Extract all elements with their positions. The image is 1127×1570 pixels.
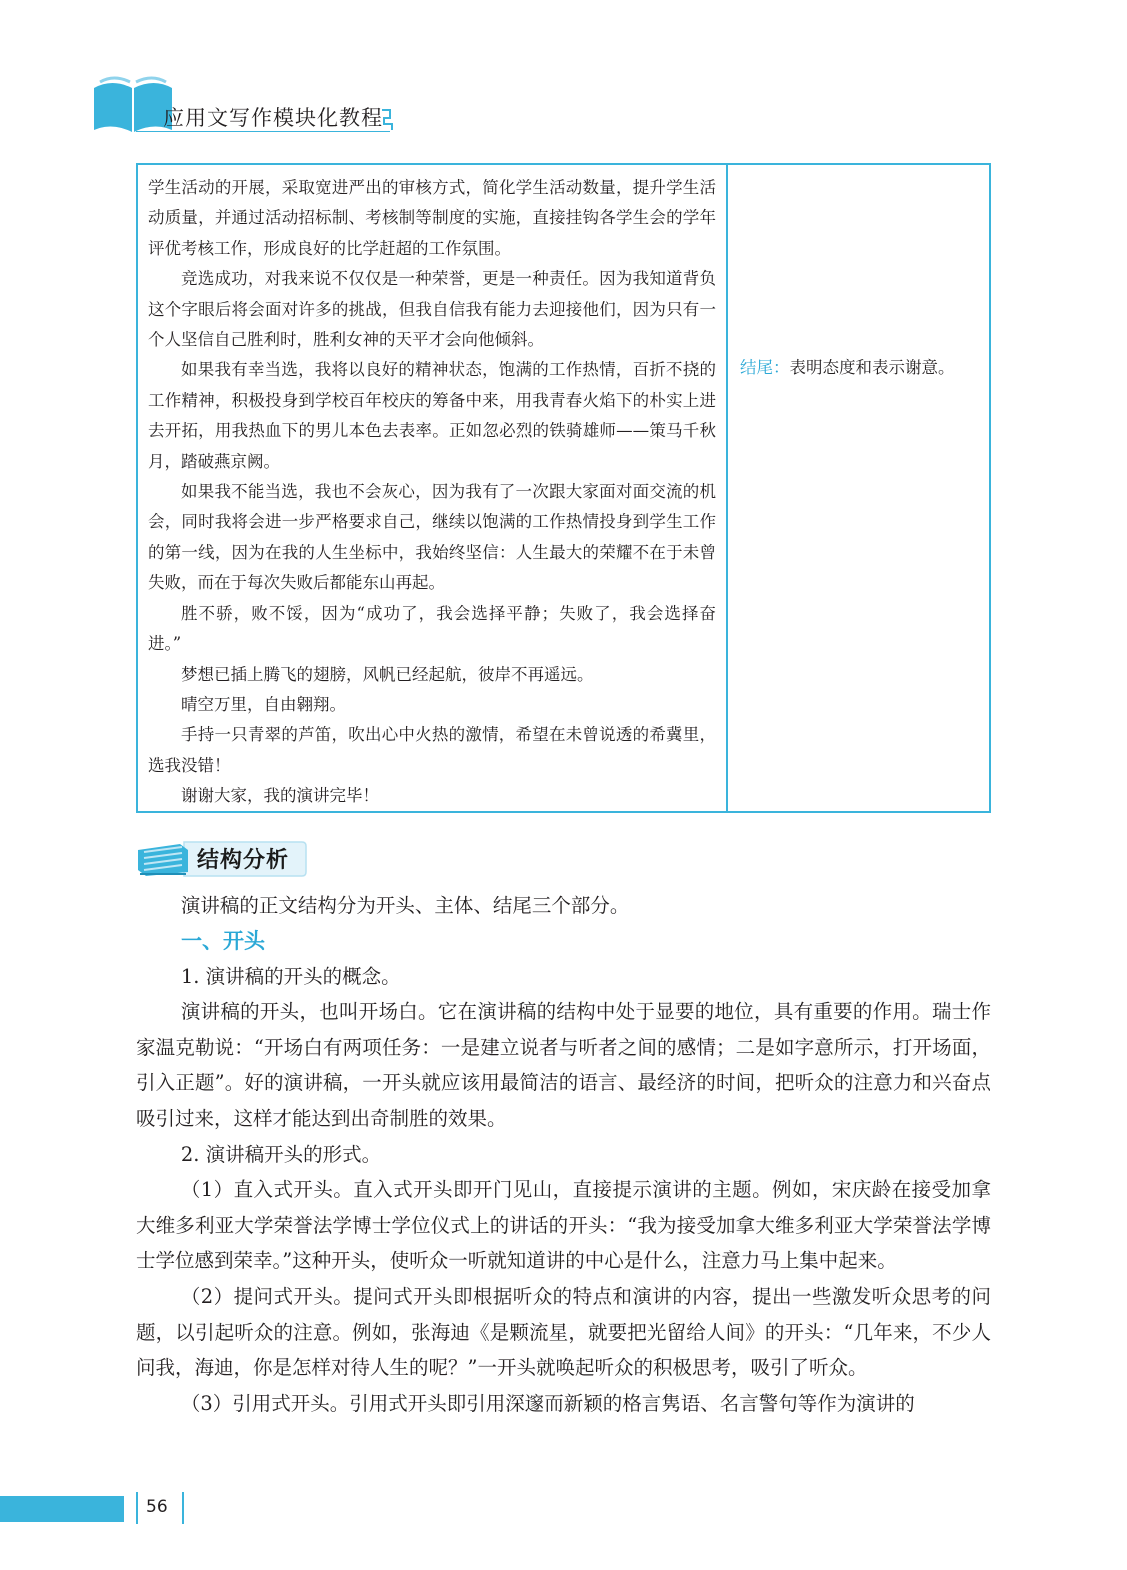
annotation-cell — [740, 353, 986, 383]
body-paragraph: （2）提问式开头。提问式开头即根据听众的特点和演讲的内容，提出一些激发听众思考的问题，以引起听众的注意。例如，张海迪《是颗流星，就要把光留给人间》的开头：“几年来，不少人问我，海迪，你是怎样对待人生的呢？”一开头就唤起听众的积极思考，吸引了听众。 — [136, 1284, 991, 1380]
open-book-icon — [92, 74, 174, 134]
annotation-text: 表明态度和表示谢意。 — [789, 358, 955, 377]
table-divider — [726, 165, 728, 811]
body-paragraph: 1. 演讲稿的开头的概念。 — [180, 964, 401, 988]
page-number: 56 — [146, 1497, 168, 1517]
book-title: 应用文写作模块化教程 — [163, 106, 383, 130]
body-paragraph: （1）直入式开头。直入式开头即开门见山，直接提示演讲的主题。例如，宋庆龄在接受加拿大维多利亚大学荣誉法学博士学位仪式上的讲话的开头：“我为接受加拿大维多利亚大学荣誉法学博士学位感到荣幸。”这种开头，使听众一听就知道讲的中心是什么，注意力马上集中起来。 — [136, 1178, 991, 1273]
page-header — [0, 60, 1127, 140]
speech-paragraph: 梦想已插上腾飞的翅膀，风帆已经起航，彼岸不再遥远。 — [181, 664, 594, 684]
section-intro: 演讲稿的正文结构分为开头、主体、结尾三个部分。 — [180, 894, 630, 917]
section-title: 结构分析 — [197, 848, 290, 873]
footer-separator — [136, 1492, 138, 1524]
footer-separator — [182, 1492, 184, 1524]
body-paragraph: （3）引用式开头。引用式开头即引用深邃而新颖的格言隽语、名言警句等作为演讲的 — [180, 1391, 915, 1415]
subsection-heading: 一、开头 — [181, 928, 265, 953]
body-paragraph: 演讲稿的开头，也叫开场白。它在演讲稿的结构中处于显要的地位，具有重要的作用。瑞士作家温克勒说：“开场白有两项任务：一是建立说者与听者之间的感情；二是如字意所示，打开场面，引入正题”。好的演讲稿，一开头就应该用最简洁的语言、最经济的时间，把听众的注意力和兴奋点吸引过来，这样才能达到出奇制胜的效果。 — [136, 1000, 991, 1130]
body-paragraph: 2. 演讲稿开头的形式。 — [180, 1142, 382, 1166]
header-rule — [136, 131, 390, 132]
speech-paragraph: 胜不骄，败不馁，因为“成功了，我会选择平静；失败了，我会选择奋进。” — [148, 603, 716, 654]
speech-text-table — [136, 163, 991, 813]
footer-bar — [0, 1496, 124, 1522]
speech-paragraph: 学生活动的开展，采取宽进严出的审核方式，简化学生活动数量，提升学生活动质量，并通过活动招标制、考核制等制度的实施，直接挂钩各学生会的学年评优考核工作，形成良好的比学赶超的工作氛围。 — [148, 178, 716, 258]
speech-text-cell — [148, 173, 716, 812]
body-text — [136, 888, 991, 1421]
speech-paragraph: 如果我不能当选，我也不会灰心，因为我有了一次跟大家面对面交流的机会，同时我将会进一步严格要求自己，继续以饱满的工作热情投身到学生工作的第一线，因为在我的人生坐标中，我始终坚信：人生最大的荣耀不在于未曾失败，而在于每次失败后都能东山再起。 — [148, 482, 716, 593]
header-bracket-icon — [380, 108, 394, 132]
speech-paragraph: 谢谢大家，我的演讲完毕！ — [181, 786, 379, 806]
speech-paragraph: 手持一只青翠的芦笛，吹出心中火热的激情，希望在未曾说透的希冀里，选我没错！ — [148, 725, 716, 775]
annotation-label: 结尾： — [740, 358, 790, 377]
speech-paragraph: 竞选成功，对我来说不仅仅是一种荣誉，更是一种责任。因为我知道背负这个字眼后将会面对许多的挑战，但我自信我有能力去迎接他们，因为只有一个人坚信自己胜利时，胜利女神的天平才会向他倾斜。 — [148, 269, 716, 350]
speech-paragraph: 如果我有幸当选，我将以良好的精神状态，饱满的工作热情，百折不挠的工作精神，积极投身到学校百年校庆的筹备中来，用我青春火焰下的朴实上进去开拓，用我热血下的男儿本色去表率。正如忽必烈的铁骑雄师——策马千秋月，踏破燕京阙。 — [148, 360, 716, 471]
speech-paragraph: 晴空万里，自由翱翔。 — [181, 694, 346, 714]
